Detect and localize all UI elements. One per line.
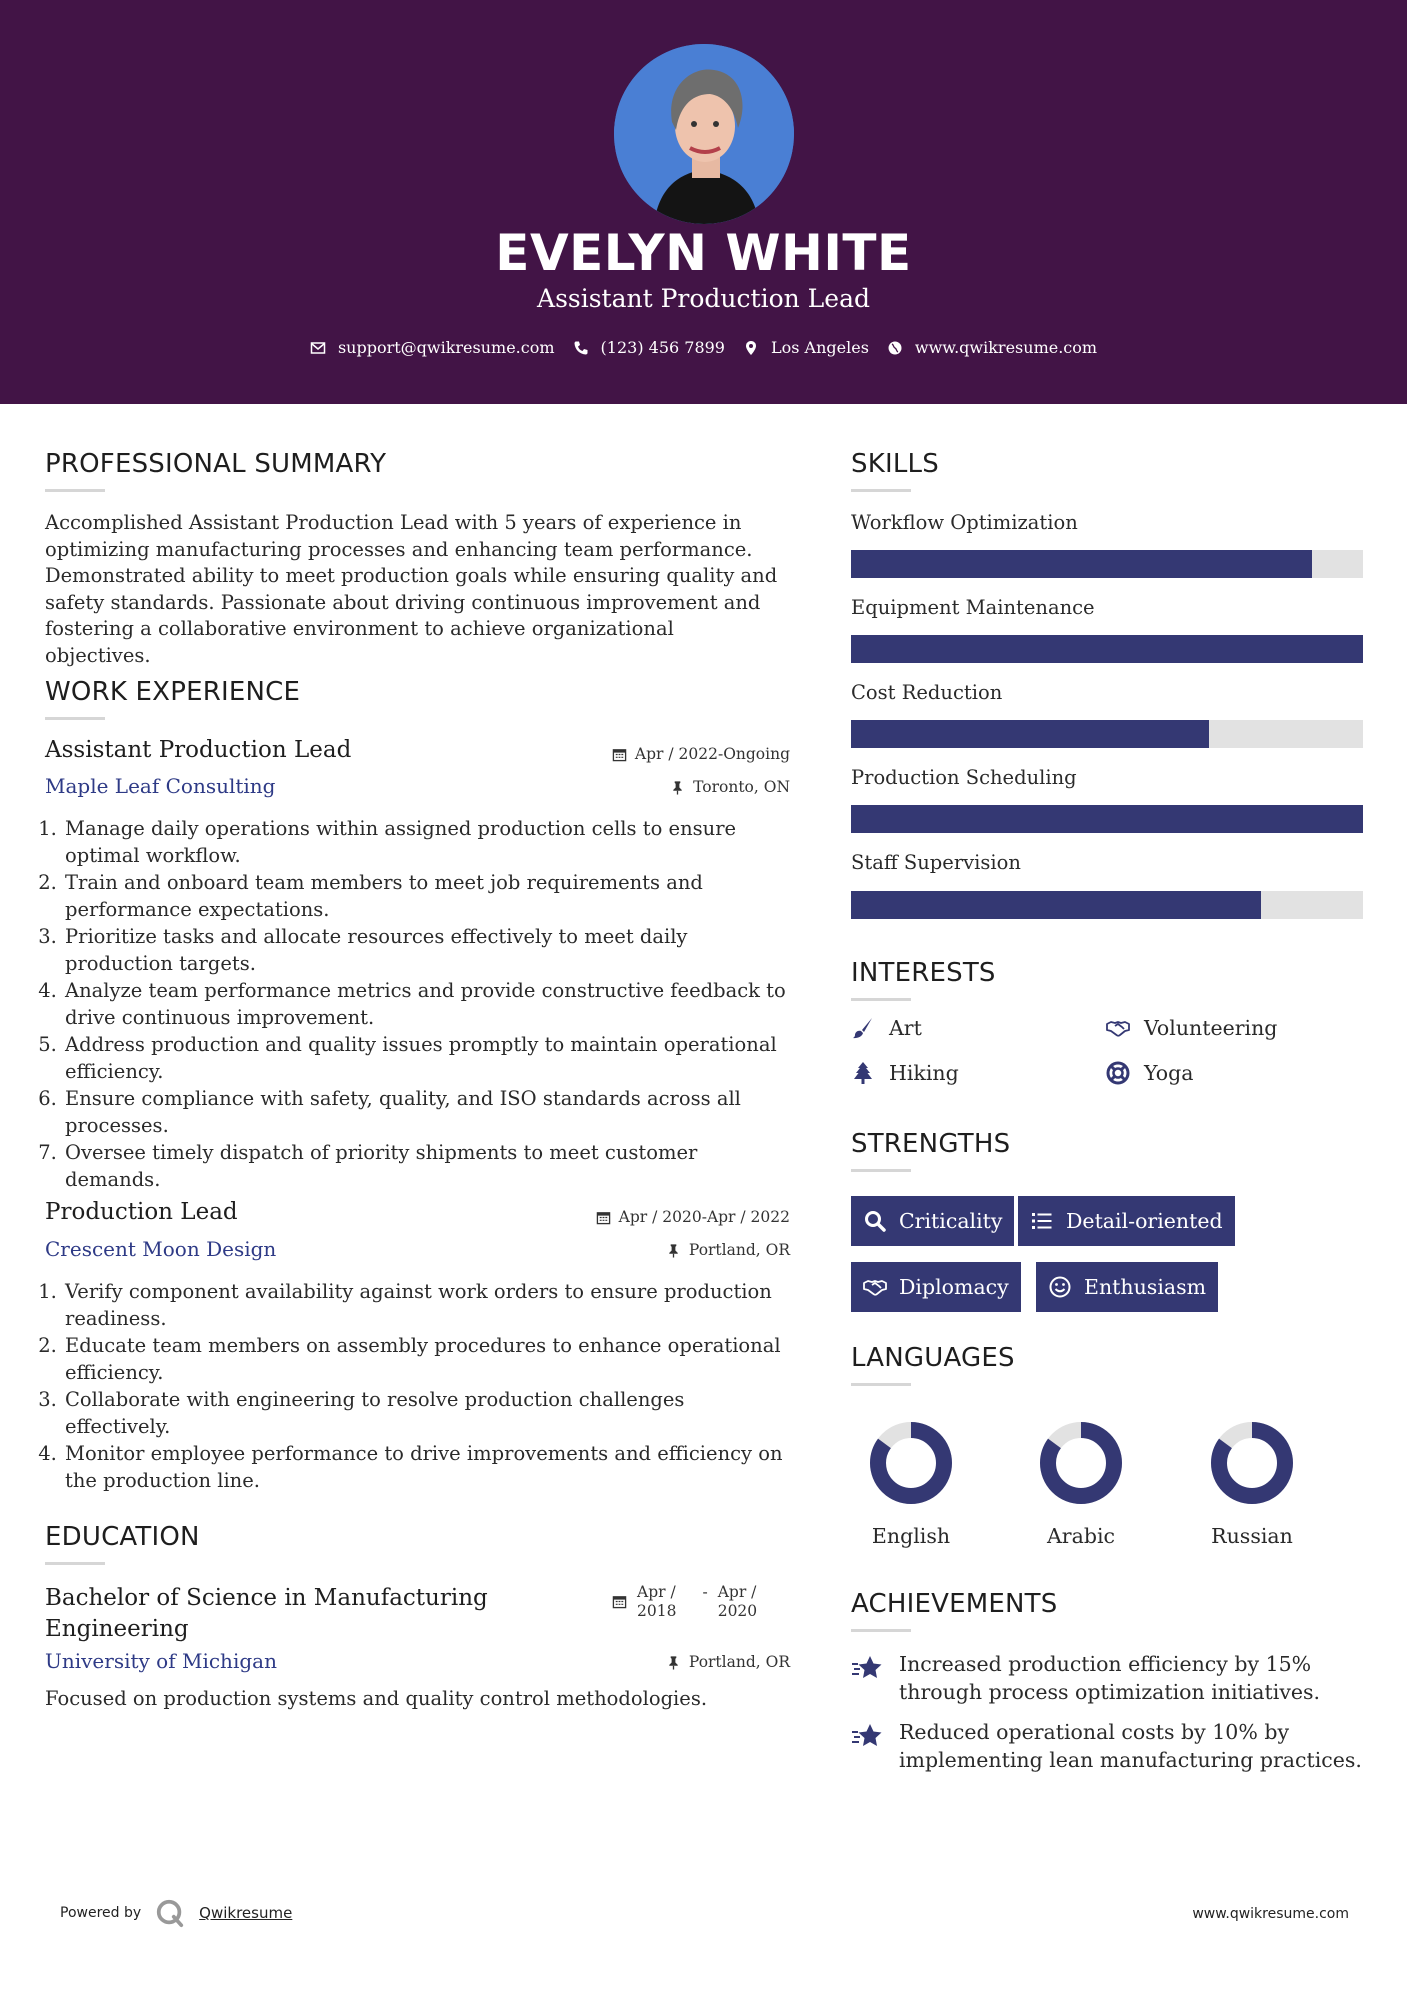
strength-chip-detail-oriented [1018,1196,1235,1246]
list-item: 4. Monitor employee performance to drive improvements and efficiency on the production line. [63,1440,795,1494]
degree-title-line2: Engineering [45,1616,189,1642]
languages-rule [851,1383,911,1386]
language-label: English [871,1524,951,1548]
list-item: 6. Ensure compliance with safety, quality, and ISO standards across all processes. [63,1085,795,1139]
language-ring [868,1420,954,1506]
skill-bar-fill [851,635,1363,663]
search-icon [863,1209,887,1233]
profile-photo [614,44,794,224]
pushpin-icon [666,1243,681,1258]
school-name[interactable]: University of Michigan [45,1649,277,1673]
skill-label: Equipment Maintenance [851,596,1095,619]
language-item-russian [1192,1420,1312,1548]
language-label: Arabic [1047,1524,1115,1548]
globe-icon [887,340,903,356]
job-title: Production Lead [45,1199,238,1225]
list-item: 5. Address production and quality issues promptly to maintain operational efficiency. [63,1031,795,1085]
list-item: 3. Collaborate with engineering to resolve production challenges effectively. [63,1386,795,1440]
strength-chip-diplomacy [851,1262,1021,1312]
contact-phone[interactable] [573,338,725,357]
degree-title-line1: Bachelor of Science in Manufacturing [45,1585,488,1611]
pushpin-icon [666,1655,681,1670]
qwikresume-logo-icon [155,1898,185,1928]
job-dates-text: Apr / 2022-Ongoing [634,745,790,763]
job-company[interactable]: Maple Leaf Consulting [45,774,276,798]
job-company[interactable]: Crescent Moon Design [45,1237,277,1261]
handshake-icon [863,1275,887,1299]
job-title: Assistant Production Lead [45,737,352,763]
strengths-rule [851,1169,911,1172]
skill-bar-fill [851,550,1312,578]
summary-heading: PROFESSIONAL SUMMARY [45,449,387,479]
education-location [666,1653,790,1671]
education-end [718,1583,757,1621]
contact-location [743,338,869,357]
contact-email-text: support@qwikresume.com [337,338,555,357]
education-date-separator: - [702,1583,708,1601]
qwikresume-link[interactable]: Qwikresume [199,1904,293,1922]
skills-rule [851,489,911,492]
strength-label: Criticality [899,1209,1003,1233]
contact-website-text: www.qwikresume.com [914,338,1098,357]
list-item: 2. Train and onboard team members to meet job requirements and performance expectations. [63,869,795,923]
job-location-text: Toronto, ON [693,778,790,796]
achievements-rule [851,1629,911,1632]
skill-label: Cost Reduction [851,681,1003,704]
pushpin-icon [670,780,685,795]
footer-website[interactable]: www.qwikresume.com [1192,1906,1349,1922]
education-location-text: Portland, OR [688,1653,790,1671]
life-ring-icon [1106,1061,1130,1085]
achievement-text: Increased production efficiency by 15% through process optimization initiatives. [899,1652,1321,1704]
interests-rule [851,998,911,1001]
education-rule [45,1562,105,1565]
skill-bar-fill [851,720,1209,748]
education-start-month: Apr / [637,1583,676,1601]
location-pin-icon [743,340,759,356]
skills-heading: SKILLS [851,449,939,479]
achievement-item [851,1718,1371,1774]
interest-label: Yoga [1144,1061,1194,1085]
education-dates [612,1583,757,1621]
job-dates-text: Apr / 2020-Apr / 2022 [618,1208,790,1226]
list-item: 7. Oversee timely dispatch of priority shipments to meet customer demands. [63,1139,795,1193]
tree-icon [851,1061,875,1085]
interests-heading: INTERESTS [851,958,996,988]
education-start [637,1583,676,1621]
education-end-year: 2020 [717,1602,758,1620]
list-icon [1030,1209,1054,1233]
job-location [670,778,790,796]
language-item-arabic [1021,1420,1141,1548]
strength-label: Enthusiasm [1084,1275,1207,1299]
contact-email[interactable] [310,338,555,357]
resume-header [0,0,1407,404]
skill-label: Production Scheduling [851,766,1077,789]
skill-bar-fill [851,891,1261,919]
education-heading: EDUCATION [45,1522,200,1552]
strengths-heading: STRENGTHS [851,1129,1011,1159]
education-start-year: 2018 [637,1602,677,1620]
contact-phone-text: (123) 456 7899 [600,338,725,357]
calendar-icon [596,1210,611,1225]
strength-chip-enthusiasm [1036,1262,1218,1312]
skill-label: Workflow Optimization [851,511,1078,534]
skill-bar [851,720,1363,748]
job-dates [612,745,790,763]
education-end-month: Apr / [717,1583,757,1601]
job-duties-list [45,1278,795,1494]
language-ring [1209,1420,1295,1506]
star-icon [851,1652,883,1684]
calendar-icon [612,747,627,762]
interest-label: Hiking [889,1061,959,1085]
languages-heading: LANGUAGES [851,1343,1015,1373]
handshake-icon [1106,1016,1130,1040]
list-item: 2. Educate team members on assembly procedures to enhance operational efficiency. [63,1332,795,1386]
skill-bar [851,805,1363,833]
smile-icon [1048,1275,1072,1299]
list-item: 4. Analyze team performance metrics and provide constructive feedback to drive continuous improvement. [63,977,795,1031]
envelope-icon [310,340,326,356]
strength-label: Diplomacy [899,1275,1009,1299]
achievements-heading: ACHIEVEMENTS [851,1589,1058,1619]
skill-label: Staff Supervision [851,851,1021,874]
interest-volunteering [1106,1016,1277,1040]
language-label: Russian [1211,1524,1293,1548]
list-item: 1. Verify component availability against work orders to ensure production readiness. [63,1278,795,1332]
contact-website[interactable] [887,338,1097,357]
candidate-role: Assistant Production Lead [537,284,870,313]
strength-chip-criticality [851,1196,1014,1246]
experience-heading: WORK EXPERIENCE [45,677,301,707]
candidate-name: EVELYN WHITE [495,224,912,282]
footer-branding [60,1898,292,1928]
list-item: 1. Manage daily operations within assigned production cells to ensure optimal workflow. [63,815,795,869]
summary-text: Accomplished Assistant Production Lead with 5 years of experience in optimizing manufacturing processes and enhancing team performance. Demonstrated ability to meet production goals while ensuring quality and safety standards. Passionate about driving continuous improvement and fostering a collaborative environment to achieve organizational objectives. [45,511,778,667]
experience-rule [45,717,105,720]
calendar-icon [612,1594,627,1609]
star-icon [851,1720,883,1752]
skill-bar [851,635,1363,663]
paintbrush-icon [851,1016,875,1040]
job-location-text: Portland, OR [688,1241,790,1259]
skill-bar-fill [851,805,1363,833]
education-description: Focused on production systems and quality control methodologies. [45,1687,708,1710]
interest-hiking [851,1061,959,1085]
phone-icon [573,340,589,356]
interest-label: Volunteering [1144,1016,1278,1040]
interest-art [851,1016,922,1040]
avatar [614,44,794,224]
skill-bar [851,550,1363,578]
contact-bar [0,338,1407,357]
contact-location-text: Los Angeles [770,338,869,357]
achievement-text: Reduced operational costs by 10% by implementing lean manufacturing practices. [899,1720,1362,1772]
list-item: 3. Prioritize tasks and allocate resources effectively to meet daily production targets. [63,923,795,977]
summary-rule [45,489,105,492]
powered-by-label: Powered by [60,1905,142,1921]
job-duties-list [45,815,795,1193]
language-ring [1038,1420,1124,1506]
interest-yoga [1106,1061,1193,1085]
skill-bar [851,891,1363,919]
language-item-english [851,1420,971,1548]
interest-label: Art [889,1016,922,1040]
job-dates [596,1208,790,1226]
strength-label: Detail-oriented [1066,1209,1223,1233]
achievement-item [851,1650,1371,1706]
degree-title [45,1583,488,1645]
job-location [666,1241,790,1259]
